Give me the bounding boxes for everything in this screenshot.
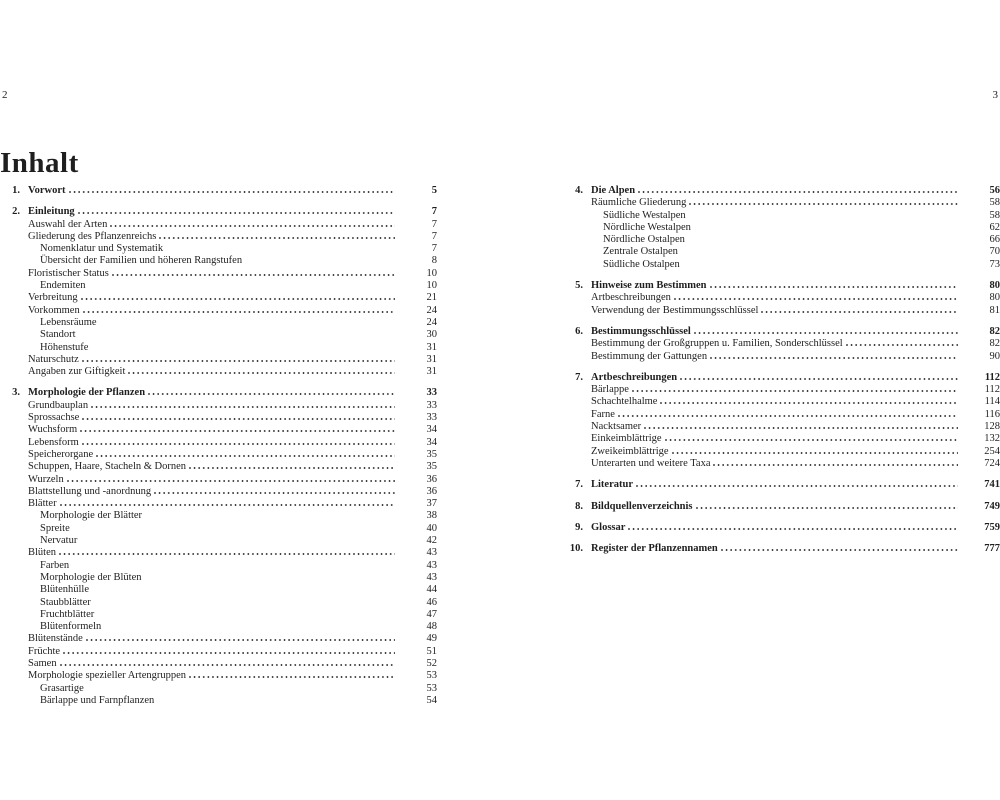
toc-leader-dots	[148, 393, 395, 395]
toc-entry-page: 56	[989, 185, 1000, 196]
toc-entry-label: Register der Pflanzennamen	[591, 543, 718, 555]
toc-entry-label: Blattstellung und -anordnung	[28, 485, 152, 497]
toc-entry-page: 724	[984, 457, 1000, 469]
toc-leader-dots	[104, 627, 395, 629]
toc-entry	[0, 437, 437, 449]
toc-entry-label: Bärlappe	[591, 384, 629, 396]
toc-entry-label: Morphologie der Blätter	[40, 510, 143, 522]
toc-entry-page: 112	[984, 371, 1000, 383]
toc-entry-label: Blütenstände	[28, 633, 83, 645]
toc-leader-dots	[710, 286, 959, 288]
toc-leader-dots	[674, 298, 958, 300]
toc-entry-number: 2.	[12, 206, 20, 218]
toc-entry-label: Vorwort	[28, 185, 66, 196]
toc-entry-page: 132	[984, 433, 1000, 445]
toc-entry-page: 112	[984, 384, 1000, 396]
toc-leader-dots	[82, 418, 395, 420]
toc-entry-label: Blätter	[28, 498, 57, 510]
toc-entry-label: Farne	[591, 408, 615, 420]
left-page	[0, 0, 437, 800]
toc-entry-page: 54	[426, 694, 437, 706]
toc-entry	[0, 424, 437, 436]
toc-entry	[0, 683, 437, 695]
toc-leader-dots	[681, 252, 958, 254]
toc-leader-dots	[96, 455, 395, 457]
toc-leader-dots	[638, 191, 958, 193]
toc-entry-page: 49	[426, 633, 437, 645]
toc-entry-page: 47	[426, 608, 437, 620]
toc-leader-dots	[59, 553, 395, 555]
toc-entry-page: 82	[989, 325, 1000, 337]
toc-entry-page: 128	[984, 421, 1000, 433]
toc-entry-label: Blütenformeln	[40, 621, 102, 633]
toc-entry-label: Endemiten	[40, 280, 86, 292]
toc-entry-page: 80	[989, 280, 1000, 292]
toc-entry	[0, 498, 437, 510]
toc-entry	[0, 621, 437, 633]
toc-entry-page: 58	[989, 209, 1000, 221]
toc-entry-page: 741	[984, 479, 1000, 491]
toc-entry-page: 24	[426, 304, 437, 316]
toc-leader-dots	[87, 689, 395, 691]
toc-entry	[0, 449, 437, 461]
toc-entry-label: Höhenstufe	[40, 341, 89, 353]
toc-leader-dots	[83, 311, 395, 313]
toc-entry-label: Gliederung des Pflanzenreichs	[28, 230, 157, 242]
toc-entry-page: 10	[426, 280, 437, 292]
toc-leader-dots	[189, 676, 395, 678]
toc-entry-label: Morphologie spezieller Artengruppen	[28, 670, 187, 682]
toc-entry	[563, 372, 1000, 384]
toc-title: Inhalt	[0, 147, 79, 179]
toc-entry-label: Blütenhülle	[40, 584, 89, 596]
toc-leader-dots	[72, 566, 395, 568]
toc-leader-dots	[696, 507, 958, 509]
toc-entry-label: Farben	[40, 559, 70, 571]
toc-leader-dots	[92, 590, 395, 592]
toc-entry	[563, 280, 1000, 292]
toc-entry-page: 30	[426, 329, 437, 341]
toc-entry-label: Bestimmung der Großgruppen u. Familien, Sonderschlüssel	[591, 338, 843, 350]
toc-entry-label: Südliche Ostalpen	[603, 258, 680, 270]
toc-entry-number: 6.	[575, 325, 583, 337]
toc-entry-page: 33	[426, 399, 437, 411]
toc-entry	[0, 412, 437, 424]
toc-leader-dots	[636, 485, 958, 487]
right-page-folio: 3	[992, 89, 998, 101]
toc-entry	[0, 255, 437, 267]
toc-entry-number: 8.	[575, 500, 583, 512]
toc-entry	[0, 547, 437, 559]
toc-entry-label: Nacktsamer	[591, 421, 642, 433]
toc-entry-page: 24	[426, 316, 437, 328]
toc-leader-dots	[69, 191, 395, 193]
toc-leader-dots	[632, 390, 958, 392]
toc-leader-dots	[94, 603, 395, 605]
toc-leader-dots	[672, 452, 958, 454]
toc-leader-dots	[81, 298, 395, 300]
toc-entry	[0, 354, 437, 366]
toc-entry	[0, 584, 437, 596]
toc-entry-page: 31	[426, 366, 437, 378]
toc-entry-number: 5.	[575, 280, 583, 292]
toc-entry-page: 40	[426, 522, 437, 534]
toc-entry-number: 10.	[569, 543, 583, 555]
toc-entry	[0, 486, 437, 498]
toc-leader-dots	[79, 335, 395, 337]
toc-leader-dots	[82, 443, 395, 445]
toc-entry-page: 73	[989, 258, 1000, 270]
toc-entry-label: Bestimmungsschlüssel	[591, 325, 691, 337]
toc-entry	[563, 246, 1000, 258]
toc-leader-dots	[628, 528, 958, 530]
toc-entry-number: 1.	[12, 185, 20, 196]
toc-leader-dots	[100, 323, 395, 325]
toc-entry-page: 777	[984, 543, 1000, 555]
toc-leader-dots	[91, 348, 395, 350]
toc-entry-page: 35	[426, 448, 437, 460]
toc-leader-dots	[110, 225, 395, 227]
toc-entry-page: 66	[989, 234, 1000, 246]
toc-entry-label: Spreite	[40, 522, 70, 534]
toc-entry-label: Blüten	[28, 547, 56, 559]
toc-left-column	[0, 185, 437, 707]
toc-entry-label: Angaben zur Giftigkeit	[28, 366, 126, 378]
toc-leader-dots	[721, 549, 958, 551]
toc-leader-dots	[159, 237, 395, 239]
toc-entry-page: 37	[426, 498, 437, 510]
toc-entry	[0, 609, 437, 621]
toc-entry	[0, 400, 437, 412]
toc-entry-label: Bestimmung der Gattungen	[591, 350, 708, 362]
toc-entry	[563, 446, 1000, 458]
toc-entry	[0, 292, 437, 304]
toc-entry-page: 7	[431, 243, 437, 255]
toc-leader-dots	[60, 504, 395, 506]
toc-entry	[563, 501, 1000, 513]
right-page	[563, 0, 1000, 800]
toc-entry-page: 36	[426, 473, 437, 485]
toc-entry-label: Zweikeimblättrige	[591, 445, 669, 457]
toc-entry-page: 116	[984, 408, 1000, 420]
toc-entry	[563, 479, 1000, 491]
toc-entry	[0, 695, 437, 707]
toc-entry-page: 7	[431, 230, 437, 242]
toc-leader-dots	[166, 249, 395, 251]
toc-entry	[563, 197, 1000, 209]
toc-entry-label: Lebensräume	[40, 316, 97, 328]
toc-entry	[563, 185, 1000, 197]
toc-leader-dots	[688, 240, 958, 242]
toc-entry-label: Glossar	[591, 521, 626, 533]
toc-entry-label: Räumliche Gliederung	[591, 197, 687, 209]
toc-entry-page: 82	[989, 338, 1000, 350]
toc-entry-page: 53	[426, 670, 437, 682]
toc-entry-label: Grasartige	[40, 682, 84, 694]
toc-leader-dots	[63, 652, 395, 654]
toc-entry-number: 7.	[575, 479, 583, 491]
toc-leader-dots	[89, 286, 396, 288]
toc-entry-page: 53	[426, 682, 437, 694]
toc-entry	[0, 268, 437, 280]
toc-leader-dots	[145, 516, 395, 518]
toc-entry	[0, 658, 437, 670]
toc-entry	[563, 543, 1000, 555]
toc-entry-page: 44	[426, 584, 437, 596]
toc-entry	[563, 458, 1000, 470]
toc-entry	[563, 338, 1000, 350]
toc-entry-page: 34	[426, 424, 437, 436]
toc-leader-dots	[91, 406, 395, 408]
toc-entry	[0, 461, 437, 473]
toc-entry	[0, 280, 437, 292]
toc-entry-label: Südliche Westalpen	[603, 209, 686, 221]
toc-entry-page: 51	[426, 645, 437, 657]
toc-entry-page: 749	[984, 500, 1000, 512]
toc-entry	[0, 206, 437, 218]
toc-entry-label: Bärlappe und Farnpflanzen	[40, 694, 155, 706]
toc-entry-label: Speicherorgane	[28, 448, 94, 460]
toc-entry	[563, 409, 1000, 421]
toc-entry	[563, 433, 1000, 445]
toc-entry-label: Floristischer Status	[28, 267, 109, 279]
toc-entry	[563, 259, 1000, 271]
toc-entry-label: Wuchsform	[28, 424, 78, 436]
toc-entry	[563, 222, 1000, 234]
toc-leader-dots	[683, 265, 958, 267]
toc-entry-label: Auswahl der Arten	[28, 218, 108, 230]
toc-entry	[0, 185, 437, 197]
toc-entry	[0, 597, 437, 609]
toc-entry-label: Nördliche Ostalpen	[603, 234, 685, 246]
toc-entry-label: Standort	[40, 329, 76, 341]
toc-entry-number: 3.	[12, 387, 20, 399]
toc-entry-page: 90	[989, 350, 1000, 362]
toc-leader-dots	[97, 615, 395, 617]
toc-entry-page: 43	[426, 559, 437, 571]
toc-entry	[0, 474, 437, 486]
toc-entry-page: 8	[431, 255, 437, 267]
toc-entry-page: 10	[426, 267, 437, 279]
toc-entry	[0, 366, 437, 378]
toc-entry-page: 114	[984, 396, 1000, 408]
toc-entry-page: 80	[989, 292, 1000, 304]
toc-leader-dots	[60, 664, 395, 666]
toc-entry-label: Schuppen, Haare, Stacheln & Dornen	[28, 461, 187, 473]
toc-right-column	[563, 185, 1000, 555]
toc-leader-dots	[689, 203, 958, 205]
toc-entry-label: Unterarten und weitere Taxa	[591, 457, 711, 469]
toc-entry	[563, 522, 1000, 534]
toc-entry-page: 254	[984, 445, 1000, 457]
toc-entry-label: Einleitung	[28, 206, 75, 218]
toc-entry-label: Schachtelhalme	[591, 396, 658, 408]
toc-leader-dots	[694, 332, 958, 334]
toc-entry	[563, 396, 1000, 408]
toc-leader-dots	[154, 492, 395, 494]
toc-entry-number: 9.	[575, 521, 583, 533]
toc-entry-page: 35	[426, 461, 437, 473]
toc-entry	[563, 292, 1000, 304]
toc-entry-label: Vorkommen	[28, 304, 80, 316]
toc-entry-page: 34	[426, 436, 437, 448]
toc-leader-dots	[80, 541, 395, 543]
toc-leader-dots	[128, 372, 395, 374]
toc-entry-page: 52	[426, 657, 437, 669]
toc-entry	[0, 633, 437, 645]
toc-entry-page: 70	[989, 246, 1000, 258]
toc-entry-label: Bildquellenverzeichnis	[591, 500, 693, 512]
toc-entry-label: Früchte	[28, 645, 61, 657]
toc-entry	[0, 510, 437, 522]
toc-entry	[0, 560, 437, 572]
toc-leader-dots	[78, 212, 395, 214]
toc-leader-dots	[644, 427, 958, 429]
toc-entry-label: Literatur	[591, 479, 633, 491]
toc-entry-label: Artbeschreibungen	[591, 292, 671, 304]
toc-entry-label: Staubblätter	[40, 596, 91, 608]
toc-entry-page: 38	[426, 510, 437, 522]
toc-entry-page: 36	[426, 485, 437, 497]
toc-leader-dots	[73, 529, 395, 531]
toc-entry-label: Einkeimblättrige	[591, 433, 662, 445]
toc-entry	[563, 210, 1000, 222]
toc-entry	[563, 384, 1000, 396]
toc-entry-label: Die Alpen	[591, 185, 636, 196]
toc-leader-dots	[80, 430, 395, 432]
toc-leader-dots	[680, 378, 958, 380]
toc-entry-number: 7.	[575, 371, 583, 383]
toc-leader-dots	[157, 701, 395, 703]
toc-leader-dots	[82, 360, 395, 362]
toc-entry	[563, 305, 1000, 317]
toc-entry	[0, 219, 437, 231]
toc-entry-label: Grundbauplan	[28, 399, 89, 411]
toc-entry	[0, 646, 437, 658]
toc-entry	[0, 329, 437, 341]
toc-entry-label: Übersicht der Familien und höheren Rangstufen	[40, 255, 243, 267]
toc-entry-page: 43	[426, 547, 437, 559]
toc-entry-label: Artbeschreibungen	[591, 371, 678, 383]
toc-entry-label: Hinweise zum Bestimmen	[591, 280, 707, 292]
toc-entry-label: Nördliche Westalpen	[603, 221, 691, 233]
toc-entry-page: 31	[426, 341, 437, 353]
toc-leader-dots	[618, 415, 958, 417]
toc-entry-page: 81	[989, 304, 1000, 316]
toc-entry	[0, 342, 437, 354]
toc-entry-page: 759	[984, 521, 1000, 533]
toc-entry	[0, 243, 437, 255]
toc-entry-page: 46	[426, 596, 437, 608]
toc-entry-label: Fruchtblätter	[40, 608, 95, 620]
toc-leader-dots	[846, 344, 958, 346]
left-page-folio: 2	[2, 89, 8, 101]
toc-entry-page: 43	[426, 571, 437, 583]
toc-entry	[563, 234, 1000, 246]
toc-leader-dots	[660, 402, 958, 404]
toc-leader-dots	[86, 639, 395, 641]
toc-entry	[0, 305, 437, 317]
toc-leader-dots	[67, 480, 395, 482]
toc-entry-page: 5	[431, 185, 437, 196]
toc-entry-page: 7	[431, 218, 437, 230]
toc-entry-page: 33	[426, 412, 437, 424]
toc-entry	[563, 326, 1000, 338]
toc-leader-dots	[713, 464, 958, 466]
toc-entry-page: 48	[426, 621, 437, 633]
toc-entry-page: 31	[426, 353, 437, 365]
toc-entry-page: 42	[426, 535, 437, 547]
toc-entry-label: Verwendung der Bestimmungsschlüssel	[591, 304, 759, 316]
toc-entry-label: Naturschutz	[28, 353, 79, 365]
toc-entry-page: 7	[431, 206, 437, 218]
toc-leader-dots	[112, 274, 395, 276]
toc-entry	[563, 351, 1000, 363]
toc-entry-label: Lebensform	[28, 436, 79, 448]
toc-entry-page: 21	[426, 292, 437, 304]
toc-entry-label: Wurzeln	[28, 473, 64, 485]
toc-entry-label: Verbreitung	[28, 292, 78, 304]
toc-entry	[563, 421, 1000, 433]
toc-entry	[0, 572, 437, 584]
toc-entry-label: Nervatur	[40, 535, 78, 547]
toc-entry-page: 62	[989, 221, 1000, 233]
toc-entry-number: 4.	[575, 185, 583, 196]
toc-entry-label: Morphologie der Blüten	[40, 571, 142, 583]
toc-entry-label: Zentrale Ostalpen	[603, 246, 678, 258]
toc-leader-dots	[761, 311, 958, 313]
toc-leader-dots	[694, 228, 958, 230]
toc-entry	[0, 231, 437, 243]
toc-leader-dots	[189, 467, 395, 469]
toc-entry	[0, 387, 437, 399]
toc-entry-label: Morphologie der Pflanzen	[28, 387, 146, 399]
toc-leader-dots	[689, 216, 958, 218]
toc-entry	[0, 523, 437, 535]
toc-entry-label: Samen	[28, 657, 57, 669]
toc-entry-page: 33	[426, 387, 437, 399]
toc-entry-page: 58	[989, 197, 1000, 209]
toc-leader-dots	[665, 439, 958, 441]
toc-leader-dots	[245, 261, 395, 263]
toc-leader-dots	[710, 357, 958, 359]
toc-entry-label: Sprossachse	[28, 412, 80, 424]
toc-entry	[0, 670, 437, 682]
toc-entry-label: Nomenklatur und Systematik	[40, 243, 164, 255]
toc-entry	[0, 535, 437, 547]
toc-leader-dots	[144, 578, 395, 580]
toc-entry	[0, 317, 437, 329]
